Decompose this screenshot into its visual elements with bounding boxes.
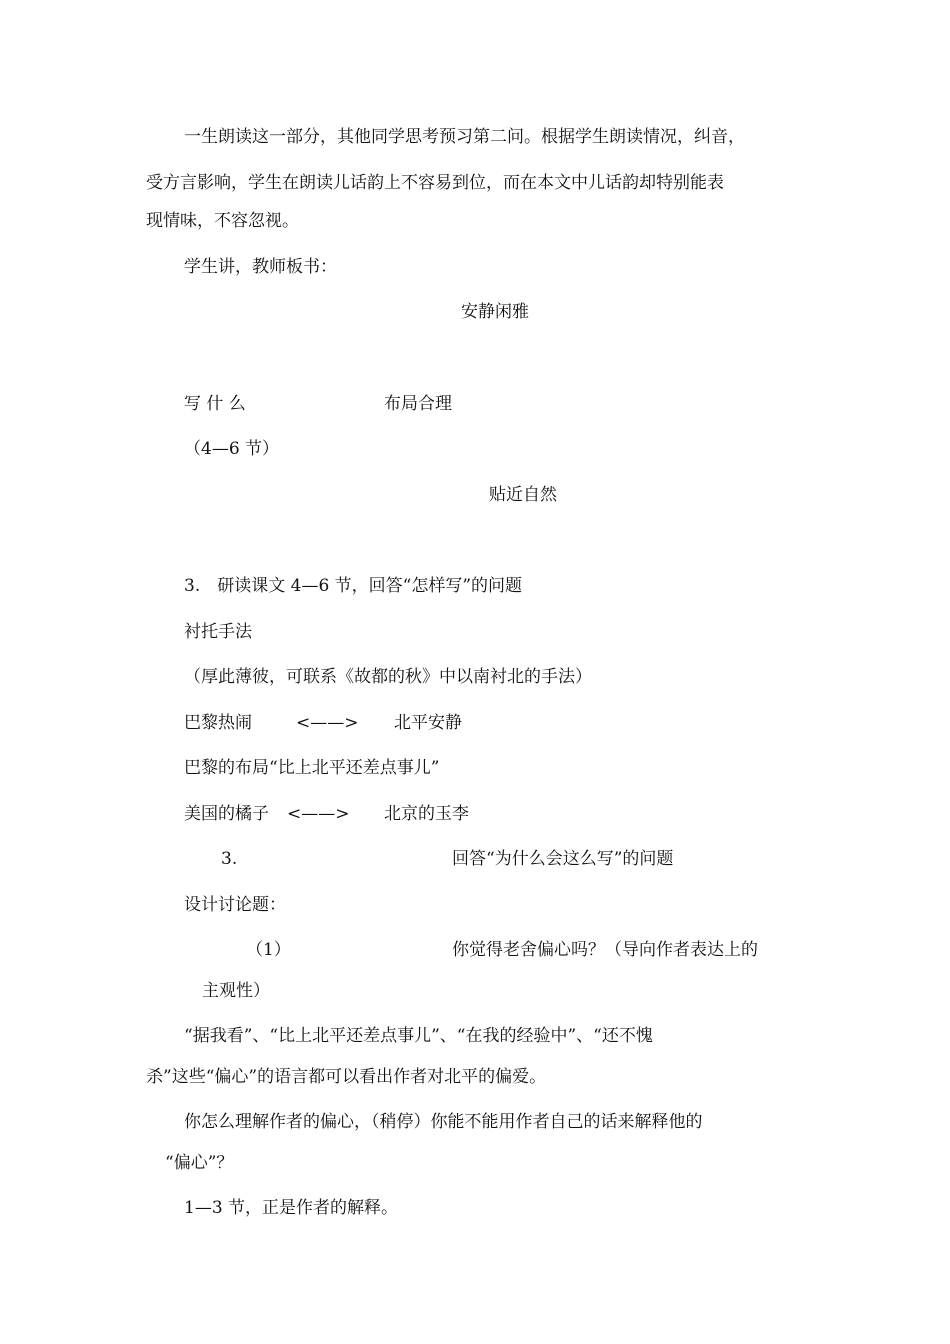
paragraph-line: （厚此薄彼，可联系《故都的秋》中以南衬北的手法）	[184, 667, 592, 687]
paragraph-line: 你怎么理解作者的偏心，（稍停）你能不能用作者自己的话来解释他的	[184, 1112, 703, 1132]
comparison-right: 北平安静	[394, 713, 462, 733]
board-label: 写 什 么	[184, 394, 246, 414]
board-sublabel: （4—6 节）	[184, 439, 280, 459]
comparison-left: 巴黎热闹	[184, 713, 252, 733]
board-item: 布局合理	[384, 394, 452, 414]
paragraph-line: “据我看”、“比上北平还差点事儿”、“在我的经验中”、“还不愧	[184, 1026, 653, 1046]
question-text: 你觉得老舍偏心吗？（导向作者表达上的	[452, 940, 758, 960]
board-item: 贴近自然	[489, 485, 557, 505]
paragraph-line: 杀”这些“偏心”的语言都可以看出作者对北平的偏爱。	[146, 1067, 547, 1087]
comparison-left: 美国的橘子	[184, 804, 269, 824]
comparison-arrow: <——>	[287, 804, 350, 824]
paragraph-line: 1—3 节，正是作者的解释。	[184, 1198, 399, 1218]
question-number: （1）	[246, 940, 291, 960]
paragraph-line: 一生朗读这一部分，其他同学思考预习第二问。根据学生朗读情况，纠音，	[184, 127, 745, 147]
paragraph-line: 衬托手法	[184, 622, 252, 642]
paragraph-line: 学生讲，教师板书：	[184, 257, 337, 277]
section-heading: 回答“为什么会这么写”的问题	[452, 849, 674, 869]
paragraph-line: “偏心”？	[165, 1153, 234, 1173]
question-text: 主观性）	[202, 981, 270, 1001]
paragraph-line: 现情味，不容忽视。	[146, 211, 299, 231]
section-heading: 3. 研读课文 4—6 节，回答“怎样写”的问题	[184, 576, 523, 596]
paragraph-line: 受方言影响，学生在朗读儿话韵上不容易到位，而在本文中儿话韵却特别能表	[146, 173, 724, 193]
comparison-right: 北京的玉李	[384, 804, 469, 824]
board-item: 安静闲雅	[461, 302, 529, 322]
section-number: 3.	[221, 849, 238, 869]
paragraph-line: 设计讨论题：	[184, 895, 286, 915]
comparison-arrow: <——>	[296, 713, 359, 733]
paragraph-line: 巴黎的布局“比上北平还差点事儿”	[184, 758, 440, 778]
